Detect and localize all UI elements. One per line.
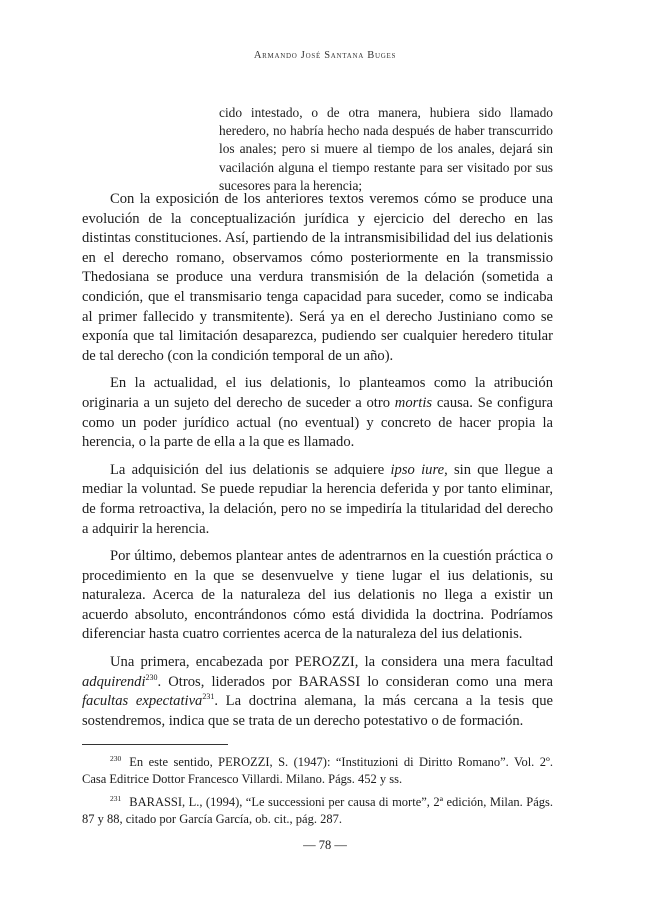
quote-text: cido intestado, o de otra manera, hubiera sido llamado heredero, no habría hecho nada después de haber transcurrido los anales; pero si muere al tiempo de los anales, dejará sin vacilación alguna el tiempo restante para ser visitado por sus sucesores para la herencia; xyxy=(219,105,553,193)
p3-text-a: La adquisición del ius delationis se adquiere xyxy=(110,461,391,478)
paragraph-3 xyxy=(82,461,553,539)
footnote-230 xyxy=(82,754,553,788)
footnotes xyxy=(82,754,553,834)
p5-text-c: . La doctrina alemana, la más cercana a la tesis que sostendremos, indica que se trata de un derecho potestativo o de formación. xyxy=(82,693,553,729)
p5-text-b: . Otros, liderados por BARASSI lo consideran como una mera xyxy=(157,673,553,690)
footnote-text: En este sentido, PEROZZI, S. (1947): “Instituzioni di Diritto Romano”. Vol. 2º. Casa Editrice Dottor Francesco Villardi. Milano. Págs. 452 y ss. xyxy=(82,755,553,786)
p5-italic-a: adquirendi xyxy=(82,673,146,690)
page-number: — 78 — xyxy=(303,838,347,852)
footnote-231 xyxy=(82,794,553,828)
paragraph-1: Con la exposición de los anteriores textos veremos cómo se produce una evolución de la conceptualización jurídica y ejercicio del derecho en las distintas constituciones. Así, partiendo de la intransmisibilidad del ius delationis en el derecho romano, observamos cómo posteriormente en la transmissio Thedosiana se produce una verdura transmisión de la delación (sometida a condición, que el transmisario tenga capacidad para suceder, como se indicaba al primer fallecido y transmitente). Será ya en el derecho Justiniano como se exponía que tal limitación desaparezca, pudiendo ser cualquier heredero titular de tal derecho (con la condición temporal de un año). xyxy=(82,191,553,364)
footnote-number: 230 xyxy=(110,753,122,763)
p3-italic: ipso iure xyxy=(390,461,445,478)
footnote-number: 231 xyxy=(110,793,122,803)
main-text xyxy=(82,190,553,739)
paragraph-4: Por último, debemos plantear antes de adentrarnos en la cuestión práctica o procedimiento en la que se desenvuelve y tiene lugar el ius delationis, su naturaleza. Acerca de la naturaleza del ius delationis no llega a existir un acuerdo absoluto, encontrándonos cómo está dividida la doctrina. Podríamos diferenciar hasta cuatro corrientes acerca de la naturaleza del ius delationis. xyxy=(82,548,553,643)
p5-italic-b: facultas expectativa xyxy=(82,693,203,710)
paragraph-5 xyxy=(82,653,553,731)
block-quote xyxy=(219,104,553,195)
p3-text-b: , sin que llegue a mediar la voluntad. Se puede repudiar la herencia deferida y por tanto eliminar, de forma retroactiva, la delación, pero no se impediría la titularidad del derecho a adquirir la herencia. xyxy=(82,461,553,537)
paragraph-2 xyxy=(82,374,553,452)
footnote-ref-231[interactable]: 231 xyxy=(202,692,215,702)
p2-italic: mortis xyxy=(394,394,433,411)
footnote-ref-230[interactable]: 230 xyxy=(145,672,158,682)
running-header: Armando José Santana Buges xyxy=(253,50,397,61)
footnote-divider xyxy=(82,744,228,745)
p2-text-b: causa. Se configura como un poder jurídico actual (no eventual) y concreto de hacer propia la herencia, o la parte de ella a la que es llamado. xyxy=(82,394,553,451)
p2-text-a: En la actualidad, el ius delationis, lo planteamos como la atribución originaria a un sujeto del derecho de suceder a otro xyxy=(82,375,553,411)
p5-text-a: Una primera, encabezada por PEROZZI, la considera una mera facultad xyxy=(110,654,553,671)
footnote-text: BARASSI, L., (1994), “Le successioni per causa di morte”, 2ª edición, Milan. Págs. 87 y 88, citado por García García, ob. cit., pág. 287. xyxy=(82,795,553,826)
